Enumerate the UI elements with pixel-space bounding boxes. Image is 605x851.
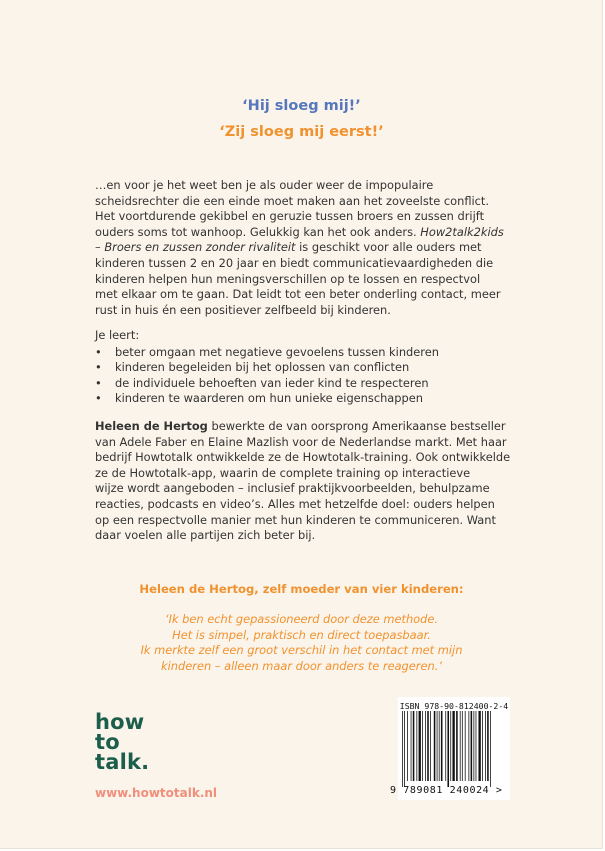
- logo-line: talk.: [95, 750, 150, 774]
- learn-item-text: kinderen te waarderen om hun unieke eigenschappen: [115, 391, 423, 406]
- barcode-bar: [462, 711, 463, 781]
- barcode-digits: 9 789081 240024 >: [390, 785, 503, 796]
- learn-item-text: kinderen begeleiden bij het oplossen van conflicten: [115, 360, 410, 375]
- book-title-part2: – Broers en zussen zonder rivaliteit: [95, 240, 296, 255]
- learn-list-item: [95, 376, 525, 392]
- barcode-bar: [437, 711, 438, 781]
- intro-paragraph: [95, 178, 525, 318]
- website-link[interactable]: www.howtotalk.nl: [95, 786, 218, 800]
- bullet-icon: •: [95, 344, 102, 359]
- barcode-bar: [485, 711, 486, 781]
- about-line: bedrijf Howtotalk ontwikkelde ze de Howtotalk-training. Ook ontwikkelde: [95, 450, 511, 465]
- barcode-bar: [411, 711, 412, 781]
- learn-list-item: [95, 391, 525, 407]
- learn-list-item: [95, 360, 525, 376]
- barcode-bar: [427, 711, 429, 781]
- quote-author: Heleen de Hertog, zelf moeder van vier kinderen:: [139, 582, 464, 596]
- barcode-bar: [419, 711, 421, 781]
- barcode-bar: [473, 711, 474, 781]
- intro-line-text: is geschikt voor alle ouders met: [295, 240, 482, 255]
- about-author-paragraph: [95, 419, 525, 544]
- learn-list: [95, 345, 525, 407]
- quote-line: Het is simpel, praktisch en direct toepasbaar.: [172, 627, 431, 642]
- barcode-bar: [425, 711, 426, 781]
- barcode-bar: [452, 711, 454, 781]
- barcode-bar: [490, 711, 491, 787]
- book-title-part1: How2talk2kids: [420, 224, 504, 239]
- learn-list-item: [95, 345, 525, 361]
- about-line: reacties, podcasts en video’s. Alles met hetzelfde doel: ouders helpen: [95, 496, 495, 511]
- isbn-label: ISBN 978-90-812400-2-4: [399, 701, 509, 711]
- learn-item-text: de individuele behoeften van ieder kind te respecteren: [115, 375, 429, 390]
- barcode-bar: [422, 711, 423, 781]
- quote-line: Ik merkte zelf een groot verschil in het contact met mijn: [140, 643, 463, 658]
- author-quote: [0, 612, 603, 674]
- intro-line: kinderen helpen hun meningsverschillen op te lossen en respectvol: [95, 271, 481, 286]
- heading-quote-1: ‘Hij sloeg mij!’: [242, 98, 361, 114]
- barcode-bar: [441, 711, 443, 781]
- barcode-bar: [478, 711, 480, 781]
- intro-line: kinderen tussen 2 en 20 jaar en biedt communicatievaardigheden die: [95, 255, 494, 270]
- about-line: op een respectvolle manier met hun kinderen te communiceren. Want: [95, 512, 496, 527]
- barcode-bars: [398, 711, 510, 787]
- barcode-bar: [456, 711, 458, 781]
- barcode-bar: [416, 711, 417, 781]
- logo-line: to: [95, 730, 120, 754]
- logo-line: how: [95, 710, 145, 734]
- barcode-bar: [482, 711, 483, 781]
- intro-line: rust in huis én een positiever zelfbeeld bij kinderen.: [95, 302, 391, 317]
- intro-line: [95, 225, 525, 241]
- bullet-icon: •: [95, 360, 102, 375]
- barcode-bar: [413, 711, 415, 781]
- barcode-bar: [445, 711, 446, 781]
- intro-line: scheidsrechter die een einde moet maken aan het zoveelste conflict.: [95, 193, 490, 208]
- bullet-icon: •: [95, 375, 102, 390]
- barcode-bar: [450, 711, 451, 781]
- barcode-bar: [434, 711, 436, 781]
- barcode-bar: [407, 711, 408, 781]
- learn-section: [95, 328, 525, 407]
- about-line: [95, 419, 525, 435]
- barcode-bar: [447, 711, 449, 787]
- heading-quote-2: ‘Zij sloeg mij eerst!’: [219, 124, 384, 140]
- about-line-text: bewerkte de van oorsprong Amerikaanse bestseller: [207, 419, 506, 433]
- quote-line: ‘Ik ben echt gepassioneerd door deze methode.: [164, 612, 438, 626]
- learn-item-text: beter omgaan met negatieve gevoelens tussen kinderen: [115, 344, 439, 359]
- intro-line: [95, 240, 525, 256]
- author-name: Heleen de Hertog: [95, 419, 208, 433]
- barcode-bar: [468, 711, 469, 781]
- barcode-bar: [487, 711, 489, 781]
- intro-line-text: ouders soms tot wanhoop. Gelukkig kan het ook anders.: [95, 224, 421, 239]
- barcode-bar: [430, 711, 431, 781]
- barcode-bar: [402, 711, 403, 787]
- bullet-icon: •: [95, 391, 102, 406]
- barcode-bar: [460, 711, 461, 781]
- barcode-bar: [439, 711, 440, 781]
- barcode-bar: [476, 711, 477, 781]
- quote-line: kinderen – alleen maar door anders te reageren.’: [161, 658, 442, 673]
- barcode-bar: [471, 711, 473, 781]
- learn-label: Je leert:: [95, 328, 140, 342]
- about-line: ze de Howtotalk-app, waarin de complete training op interactieve: [95, 465, 471, 480]
- barcode-bar: [465, 711, 466, 781]
- howtotalk-logo: [95, 712, 149, 772]
- about-line: wijze wordt aangeboden – inclusief praktijkvoorbeelden, behulpzame: [95, 481, 490, 496]
- intro-line: …en voor je het weet ben je als ouder weer de impopulaire: [95, 178, 434, 192]
- intro-line: Het voortdurende gekibbel en geruzie tussen broers en zussen drijft: [95, 209, 485, 224]
- about-line: daar voelen alle partijen zich beter bij.: [95, 528, 316, 543]
- isbn-barcode: [390, 697, 510, 800]
- barcode-bar: [404, 711, 405, 787]
- intro-line: met elkaar om te gaan. Dat leidt tot een beter onderling contact, meer: [95, 287, 501, 302]
- about-line: van Adele Faber en Elaine Mazlish voor de Nederlandse markt. Met haar: [95, 434, 507, 449]
